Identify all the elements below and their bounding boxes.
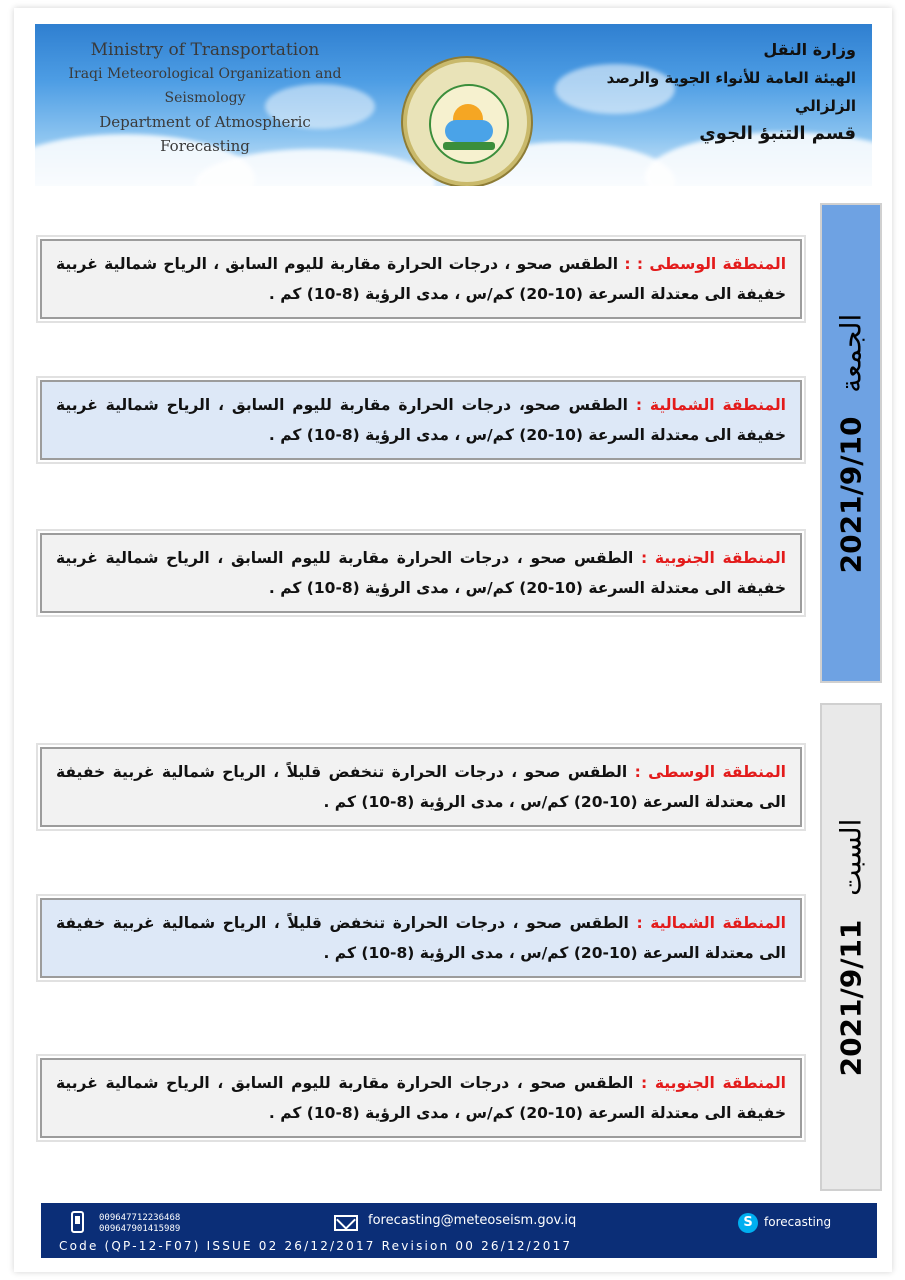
forecast-box-day1-south <box>40 533 802 613</box>
mail-icon <box>334 1215 358 1231</box>
forecast-box-day1-north <box>40 380 802 460</box>
forecast-box-day2-north <box>40 898 802 978</box>
organization-name-ar: الهيئة العامة للأنواء الجوية والرصد الزلزالي <box>606 69 856 115</box>
phone-icon <box>71 1211 84 1233</box>
header-arabic <box>556 36 856 148</box>
forecast-box-day1-central <box>40 239 802 319</box>
region-label: المنطقة الشمالية : <box>636 914 786 932</box>
organization-logo-icon <box>403 58 531 186</box>
region-label: المنطقة الوسطى : : <box>624 255 787 273</box>
skype-name: forecasting <box>764 1215 832 1229</box>
phone-number-2: 009647901415989 <box>99 1224 181 1234</box>
day-name: السبت <box>834 818 868 896</box>
ministry-name-en: Ministry of Transportation <box>90 40 320 60</box>
forecast-box-day2-south <box>40 1058 802 1138</box>
ministry-name-ar: وزارة النقل <box>763 40 856 59</box>
date-bar-day1 <box>820 203 882 683</box>
document-code-line: Code (QP-12-F07) ISSUE 02 26/12/2017 Revision 00 26/12/2017 <box>59 1239 573 1253</box>
footer-bar <box>41 1203 877 1258</box>
day-name: الجمعة <box>834 313 868 393</box>
forecast-text: الطقس صحو، درجات الحرارة مقاربة لليوم السابق ، الرياح شمالية غربية خفيفة الى معتدلة السرعة (10-20) كم/س ، مدى الرؤية (8-10) كم . <box>56 396 786 444</box>
forecast-text: الطقس صحو ، درجات الحرارة مقاربة لليوم السابق ، الرياح شمالية غربية خفيفة الى معتدلة السرعة (10-20) كم/س ، مدى الرؤية (8-10) كم . <box>56 549 786 597</box>
department-name-ar: قسم التنبؤ الجوي <box>699 123 856 144</box>
date-label: 2021/9/11 <box>834 919 868 1076</box>
phone-numbers <box>99 1213 180 1235</box>
forecast-text: الطقس صحو ، درجات الحرارة تنخفض قليلاً ، الرياح شمالية غربية خفيفة الى معتدلة السرعة (10-20) كم/س ، مدى الرؤية (8-10) كم . <box>56 763 786 811</box>
region-label: المنطقة الجنوبية : <box>641 549 786 567</box>
organization-name-en: Iraqi Meteorological Organization and Seismology <box>68 66 342 106</box>
email-link[interactable]: forecasting@meteoseism.gov.iq <box>368 1213 577 1228</box>
department-name-en: Department of Atmospheric Forecasting <box>99 113 311 155</box>
forecast-text: الطقس صحو ، درجات الحرارة تنخفض قليلاً ، الرياح شمالية غربية خفيفة الى معتدلة السرعة (10-20) كم/س ، مدى الرؤية (8-10) كم . <box>56 914 786 962</box>
header-english <box>55 38 355 158</box>
date-label: 2021/9/10 <box>834 416 868 573</box>
phone-number-1: 009647712236468 <box>99 1213 181 1223</box>
skype-icon: S <box>738 1213 758 1233</box>
date-bar-day2 <box>820 703 882 1191</box>
forecast-text: الطقس صحو ، درجات الحرارة مقاربة لليوم السابق ، الرياح شمالية غربية خفيفة الى معتدلة السرعة (10-20) كم/س ، مدى الرؤية (8-10) كم . <box>56 255 786 303</box>
region-label: المنطقة الجنوبية : <box>641 1074 786 1092</box>
forecast-text: الطقس صحو ، درجات الحرارة مقاربة لليوم السابق ، الرياح شمالية غربية خفيفة الى معتدلة السرعة (10-20) كم/س ، مدى الرؤية (8-10) كم . <box>56 1074 786 1122</box>
header-banner <box>35 24 872 186</box>
region-label: المنطقة الشمالية : <box>635 396 786 414</box>
forecast-box-day2-central <box>40 747 802 827</box>
region-label: المنطقة الوسطى : <box>634 763 786 781</box>
